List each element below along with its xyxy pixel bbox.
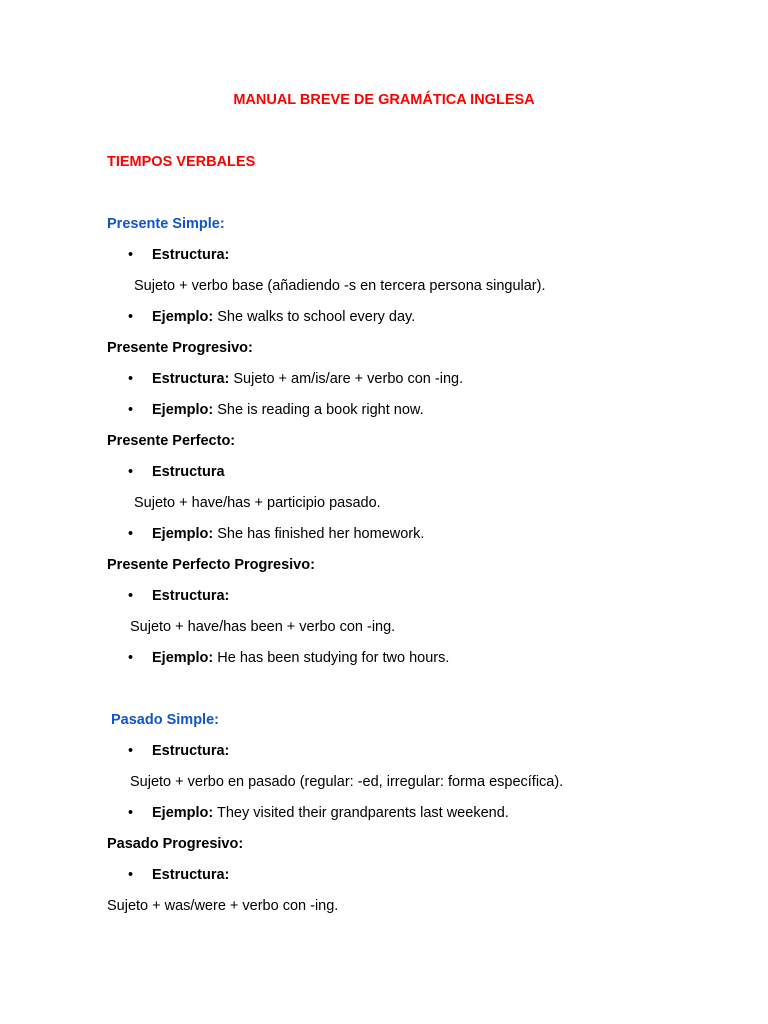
bullet-icon: • (128, 464, 134, 480)
example-label: Ejemplo: (152, 805, 214, 821)
tense-heading-presente-perfecto: Presente Perfecto: (107, 433, 236, 449)
structure-text: Sujeto + am/is/are + verbo con -ing. (233, 371, 464, 387)
bullet-icon: • (128, 247, 134, 263)
document-title: MANUAL BREVE DE GRAMÁTICA INGLESA (233, 92, 535, 108)
example-label: Ejemplo: (152, 526, 214, 542)
bullet-icon: • (128, 867, 134, 883)
structure-item (128, 463, 225, 481)
structure-label: Estructura: (152, 867, 230, 883)
structure-item (128, 742, 229, 760)
structure-label: Estructura: (152, 588, 230, 604)
example-text: They visited their grandparents last weekend. (217, 805, 509, 821)
example-label: Ejemplo: (152, 309, 214, 325)
example-item (128, 649, 449, 667)
tense-heading-pasado-simple: Pasado Simple: (111, 712, 219, 728)
bullet-icon: • (128, 309, 134, 325)
bullet-icon: • (128, 526, 134, 542)
structure-text: Sujeto + was/were + verbo con -ing. (107, 898, 339, 914)
structure-item (128, 246, 229, 264)
bullet-icon: • (128, 402, 134, 418)
structure-text: Sujeto + verbo en pasado (regular: -ed, irregular: forma específica). (130, 774, 564, 790)
bullet-icon: • (128, 650, 134, 666)
example-text: She walks to school every day. (217, 309, 416, 325)
example-label: Ejemplo: (152, 402, 214, 418)
example-item (128, 804, 509, 822)
structure-label: Estructura (152, 464, 225, 480)
structure-label: Estructura: (152, 247, 230, 263)
example-label: Ejemplo: (152, 650, 214, 666)
tense-heading-presente-simple: Presente Simple: (107, 216, 225, 232)
structure-item (128, 866, 229, 884)
tense-heading-presente-perfecto-progresivo: Presente Perfecto Progresivo: (107, 557, 315, 573)
structure-text: Sujeto + have/has been + verbo con -ing. (130, 619, 396, 635)
bullet-icon: • (128, 371, 134, 387)
example-text: She is reading a book right now. (217, 402, 424, 418)
bullet-icon: • (128, 805, 134, 821)
tense-heading-presente-progresivo: Presente Progresivo: (107, 340, 253, 356)
example-text: She has finished her homework. (217, 526, 425, 542)
bullet-icon: • (128, 588, 134, 604)
structure-label: Estructura: (152, 371, 230, 387)
example-item (128, 308, 415, 326)
structure-item (128, 370, 463, 388)
bullet-icon: • (128, 743, 134, 759)
structure-text: Sujeto + have/has + participio pasado. (134, 495, 381, 511)
example-item (128, 525, 424, 543)
tense-heading-pasado-progresivo: Pasado Progresivo: (107, 836, 244, 852)
example-text: He has been studying for two hours. (217, 650, 450, 666)
structure-text: Sujeto + verbo base (añadiendo -s en tercera persona singular). (134, 278, 546, 294)
structure-item (128, 587, 229, 605)
example-item (128, 401, 424, 419)
structure-label: Estructura: (152, 743, 230, 759)
section-title: TIEMPOS VERBALES (107, 154, 256, 170)
